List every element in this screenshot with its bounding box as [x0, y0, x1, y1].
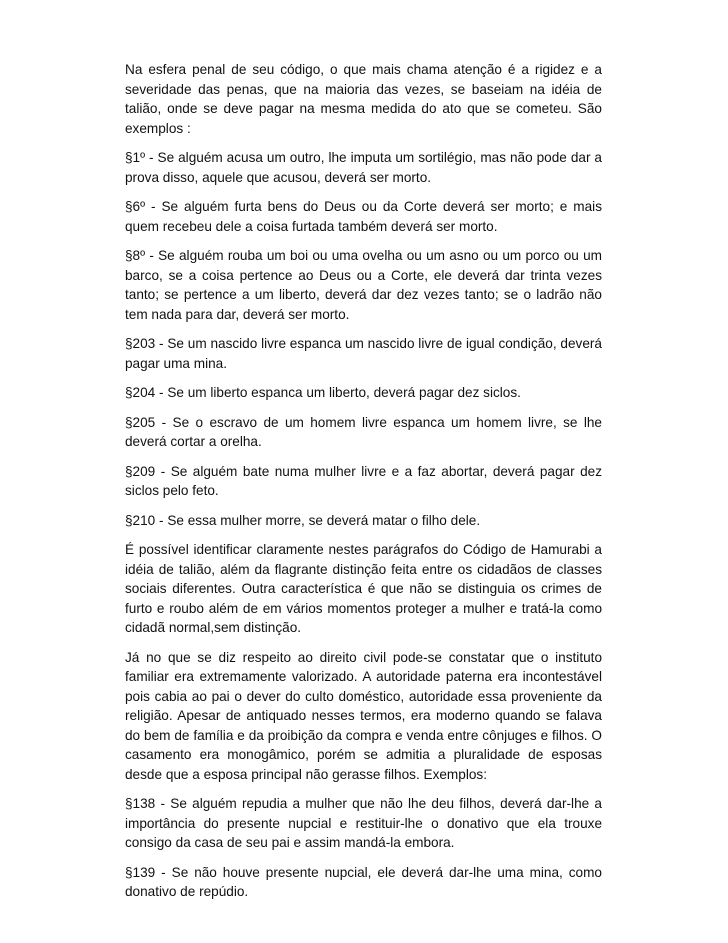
article-139-paragraph: §139 - Se não houve presente nupcial, ele deverá dar-lhe uma mina, como donativo de repúdio.	[125, 864, 602, 899]
article-1-paragraph: §1º - Se alguém acusa um outro, lhe imputa um sortilégio, mas não pode dar a prova disso, aquele que acusou, deverá ser morto.	[125, 150, 602, 185]
article-205-paragraph: §205 - Se o escravo de um homem livre espanca um homem livre, se lhe deverá cortar a orelha.	[125, 414, 602, 449]
article-6-paragraph: §6º - Se alguém furta bens do Deus ou da Corte deverá ser morto; e mais quem recebeu dele a coisa furtada também deverá ser morto.	[125, 199, 602, 234]
document-page	[125, 60, 602, 912]
article-203-paragraph: §203 - Se um nascido livre espanca um nascido livre de igual condição, deverá pagar uma mina.	[125, 336, 602, 371]
civil-law-paragraph: Já no que se diz respeito ao direito civil pode-se constatar que o instituto familiar era extremamente valorizado. A autoridade paterna era incontestável pois cabia ao pai o dever do culto doméstico, autoridade essa proveniente da religião. Apesar de antiquado nesses termos, era moderno quando se falava do bem de família e da proibição da compra e venda entre cônjuges e filhos. O casamento era monogâmico, porém se admitia a pluralidade de esposas desde que a esposa principal não gerasse filhos. Exemplos:	[125, 649, 602, 782]
intro-paragraph: Na esfera penal de seu código, o que mais chama atenção é a rigidez e a severidade das penas, que na maioria das vezes, se baseiam na idéia de talião, onde se deve pagar na mesma medida do ato que se cometeu. São exemplos :	[125, 62, 602, 136]
article-209-paragraph: §209 - Se alguém bate numa mulher livre e a faz abortar, deverá pagar dez siclos pelo feto.	[125, 463, 602, 498]
article-210-paragraph: §210 - Se essa mulher morre, se deverá matar o filho dele.	[125, 512, 481, 528]
article-138-paragraph: §138 - Se alguém repudia a mulher que não lhe deu filhos, deverá dar-lhe a importância do presente nupcial e restituir-lhe o donativo que ela trouxe consigo da casa de seu pai e assim mandá-la embora.	[125, 796, 602, 850]
analysis-paragraph: É possível identificar claramente nestes parágrafos do Código de Hamurabi a idéia de talião, além da flagrante distinção feita entre os cidadãos de classes sociais diferentes. Outra característica é que não se distinguia os crimes de furto e roubo além de em vários momentos proteger a mulher e tratá-la como cidadã normal,sem distinção.	[125, 542, 602, 635]
article-8-paragraph: §8º - Se alguém rouba um boi ou uma ovelha ou um asno ou um porco ou um barco, se a coisa pertence ao Deus ou a Corte, ele deverá dar trinta vezes tanto; se pertence a um liberto, deverá dar dez vezes tanto; se o ladrão não tem nada para dar, deverá ser morto.	[125, 248, 602, 322]
article-204-paragraph: §204 - Se um liberto espanca um liberto, deverá pagar dez siclos.	[125, 385, 521, 400]
